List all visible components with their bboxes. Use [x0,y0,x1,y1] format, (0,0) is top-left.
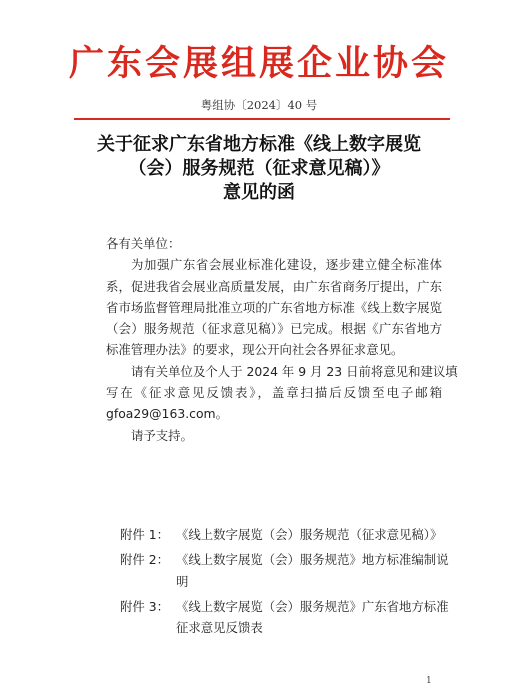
heading-line: 关于征求广东省地方标准《线上数字展览 [97,134,421,155]
attachment-list [120,524,460,642]
attachment-item [120,549,460,592]
heading-line: 意见的函 [223,182,295,203]
attachment-label: 附件 3： [120,598,169,614]
heading-line: （会）服务规范（征求意见稿）》 [128,158,390,179]
attachment-title: 《线上数字展览（会）服务规范（征求意见稿）》 [176,527,443,542]
attachment-title: 明 [176,573,189,589]
org-title: 广东会展组展企业协会 [68,43,449,84]
closing: 请予支持。 [131,427,193,443]
paragraph-line: 写在《征求意见反馈表》，盖章扫描后反馈至电子邮箱 [106,385,442,401]
attachment-title: 《线上数字展览（会）服务规范》地方标准编制说 [176,552,449,568]
red-divider [74,118,450,120]
salutation: 各有关单位： [106,236,181,251]
page-number: 1 [426,676,432,686]
paragraph-line: 标准管理办法》的要求，现公开向社会各界征求意见。 [106,342,404,358]
attachment-title: 《线上数字展览（会）服务规范》广东省地方标准 [176,598,449,614]
paragraph-line: （会）服务规范（征求意见稿）》已完成。根据《广东省地方 [106,321,442,337]
paragraph-line: 省市场监督管理局批准立项的广东省地方标准《线上数字展览 [106,299,442,315]
email-line: gfoa29@163.com。 [106,406,229,422]
letter-body [106,233,458,446]
paragraph-line: 请有关单位及个人于 2024 年 9 月 23 日前将意见和建议填 [131,363,458,379]
document-heading [0,133,518,205]
attachment-label: 附件 2： [120,552,169,568]
paragraph-line: 系，促进我省会展业高质量发展，由广东省商务厅提出，广东 [106,278,442,294]
attachment-item [120,596,460,639]
attachment-title: 征求意见反馈表 [176,620,263,636]
document-number: 粤组协〔2024〕40 号 [200,98,318,112]
attachment-item [120,524,460,545]
attachment-label: 附件 1： [120,527,169,542]
paragraph-line: 为加强广东省会展业标准化建设，逐步建立健全标准体 [131,257,442,273]
